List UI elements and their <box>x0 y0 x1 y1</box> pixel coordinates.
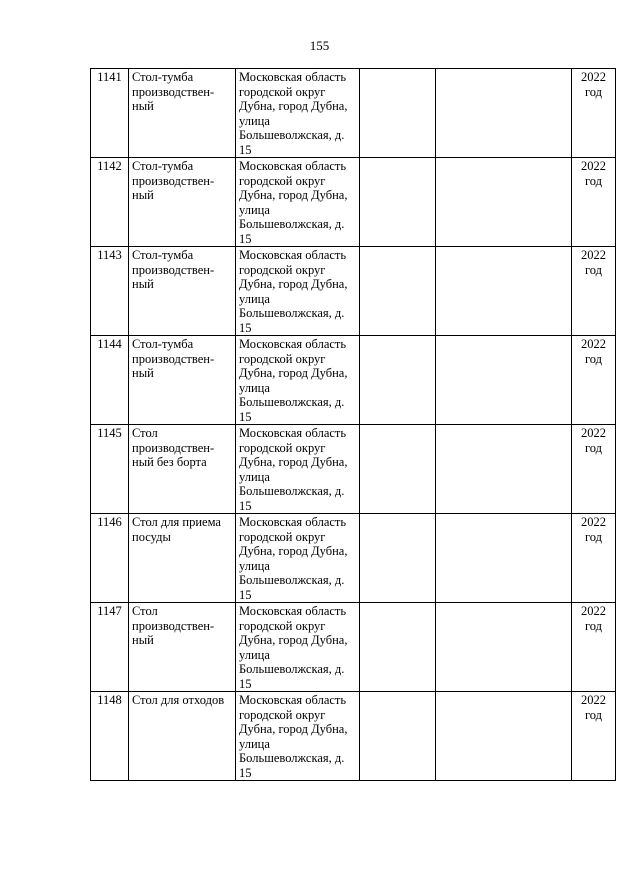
item-year: 2022 год <box>572 603 616 692</box>
empty-cell <box>360 692 436 781</box>
empty-cell <box>360 425 436 514</box>
page-number: 155 <box>309 38 330 53</box>
table-row <box>91 158 616 247</box>
item-name: Стол-тумба производствен-ный <box>129 247 236 336</box>
item-name: Стол-тумба производствен-ный <box>129 336 236 425</box>
property-table <box>90 68 616 781</box>
empty-cell <box>436 514 572 603</box>
table-row <box>91 603 616 692</box>
row-number: 1147 <box>91 603 129 692</box>
item-address: Московская область городской округ Дубна, город Дубна, улица Большеволжская, д. 15 <box>236 158 360 247</box>
empty-cell <box>360 603 436 692</box>
item-year: 2022 год <box>572 158 616 247</box>
item-address: Московская область городской округ Дубна, город Дубна, улица Большеволжская, д. 15 <box>236 514 360 603</box>
empty-cell <box>360 158 436 247</box>
row-number: 1146 <box>91 514 129 603</box>
item-address: Московская область городской округ Дубна, город Дубна, улица Большеволжская, д. 15 <box>236 69 360 158</box>
item-name: Стол для отходов <box>129 692 236 781</box>
item-address: Московская область городской округ Дубна, город Дубна, улица Большеволжская, д. 15 <box>236 603 360 692</box>
empty-cell <box>436 69 572 158</box>
empty-cell <box>360 247 436 336</box>
empty-cell <box>436 692 572 781</box>
empty-cell <box>360 69 436 158</box>
row-number: 1148 <box>91 692 129 781</box>
row-number: 1143 <box>91 247 129 336</box>
table-row <box>91 336 616 425</box>
table-row <box>91 514 616 603</box>
row-number: 1142 <box>91 158 129 247</box>
item-year: 2022 год <box>572 514 616 603</box>
item-year: 2022 год <box>572 425 616 514</box>
item-year: 2022 год <box>572 247 616 336</box>
item-address: Московская область городской округ Дубна, город Дубна, улица Большеволжская, д. 15 <box>236 336 360 425</box>
empty-cell <box>360 336 436 425</box>
empty-cell <box>436 603 572 692</box>
row-number: 1144 <box>91 336 129 425</box>
table-row <box>91 425 616 514</box>
empty-cell <box>360 514 436 603</box>
row-number: 1141 <box>91 69 129 158</box>
item-name: Стол для приема посуды <box>129 514 236 603</box>
item-year: 2022 год <box>572 69 616 158</box>
item-address: Московская область городской округ Дубна, город Дубна, улица Большеволжская, д. 15 <box>236 425 360 514</box>
empty-cell <box>436 425 572 514</box>
item-name: Стол производствен-ный <box>129 603 236 692</box>
item-address: Московская область городской округ Дубна, город Дубна, улица Большеволжская, д. 15 <box>236 247 360 336</box>
item-year: 2022 год <box>572 692 616 781</box>
table-row <box>91 247 616 336</box>
empty-cell <box>436 336 572 425</box>
empty-cell <box>436 247 572 336</box>
item-address: Московская область городской округ Дубна, город Дубна, улица Большеволжская, д. 15 <box>236 692 360 781</box>
table-row <box>91 692 616 781</box>
item-name: Стол-тумба производствен-ный <box>129 69 236 158</box>
row-number: 1145 <box>91 425 129 514</box>
table-row <box>91 69 616 158</box>
item-name: Стол-тумба производствен-ный <box>129 158 236 247</box>
item-year: 2022 год <box>572 336 616 425</box>
item-name: Стол производствен-ный без борта <box>129 425 236 514</box>
empty-cell <box>436 158 572 247</box>
